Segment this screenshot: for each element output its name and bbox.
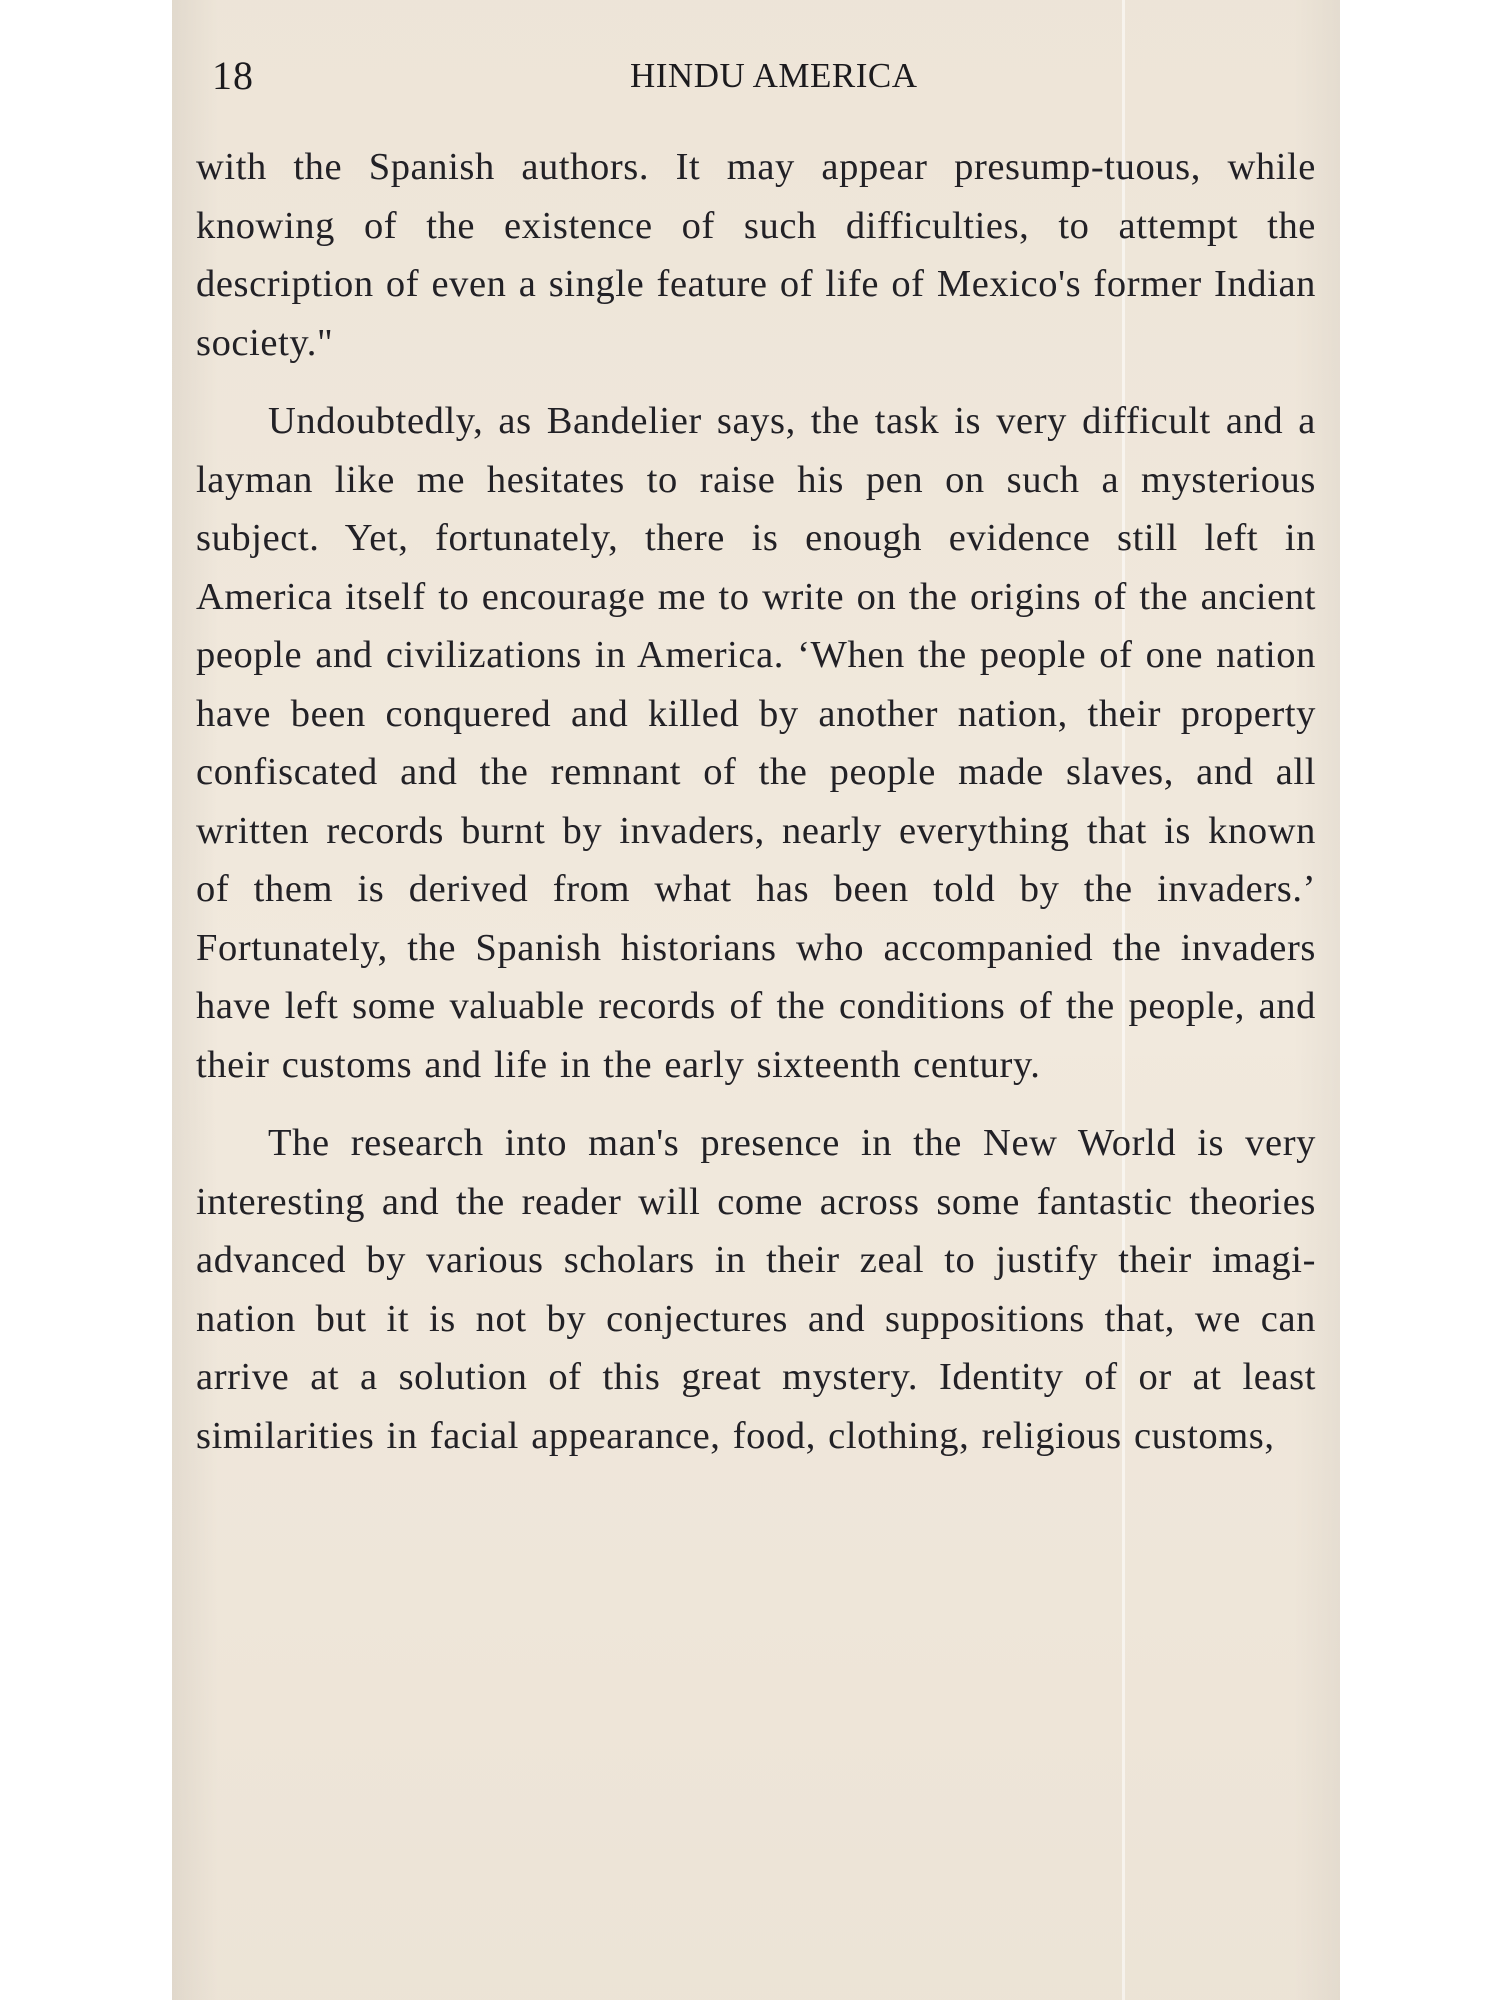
book-page xyxy=(172,0,1340,2000)
running-title: HINDU AMERICA xyxy=(630,56,918,95)
paragraph-research: The research into man's presence in the New World is very interesting and the reader will come across some fantastic theories advanced by various scholars in their zeal to justify their imagi-nation but it is not by conjectures and suppositions that, we can arrive at a solution of this great mystery. Identity of or at least similarities in facial appearance, food, clothing, religious customs, xyxy=(196,1122,1316,1457)
page-header xyxy=(212,52,1322,102)
paragraph-continuation: with the Spanish authors. It may appear presump-tuous, while knowing of the existence of such difficulties, to attempt the description of even a single feature of life of Mexico's former Indian society." xyxy=(196,146,1316,364)
body-text xyxy=(196,138,1316,1485)
page-number: 18 xyxy=(212,53,254,98)
paragraph-bandelier: Undoubtedly, as Bandelier says, the task is very difficult and a layman like me hesitates to raise his pen on such a mysterious subject. Yet, fortunately, there is enough evidence still left in America itself to encourage me to write on the origins of the ancient people and civilizations in America. ‘When the people of one nation have been conquered and killed by another nation, their property confiscated and the remnant of the people made slaves, and all written records burnt by invaders, nearly everything that is known of them is derived from what has been told by the invaders.’ Fortunately, the Spanish historians who accompanied the invaders have left some valuable records of the conditions of the people, and their customs and life in the early sixteenth century. xyxy=(196,400,1316,1086)
